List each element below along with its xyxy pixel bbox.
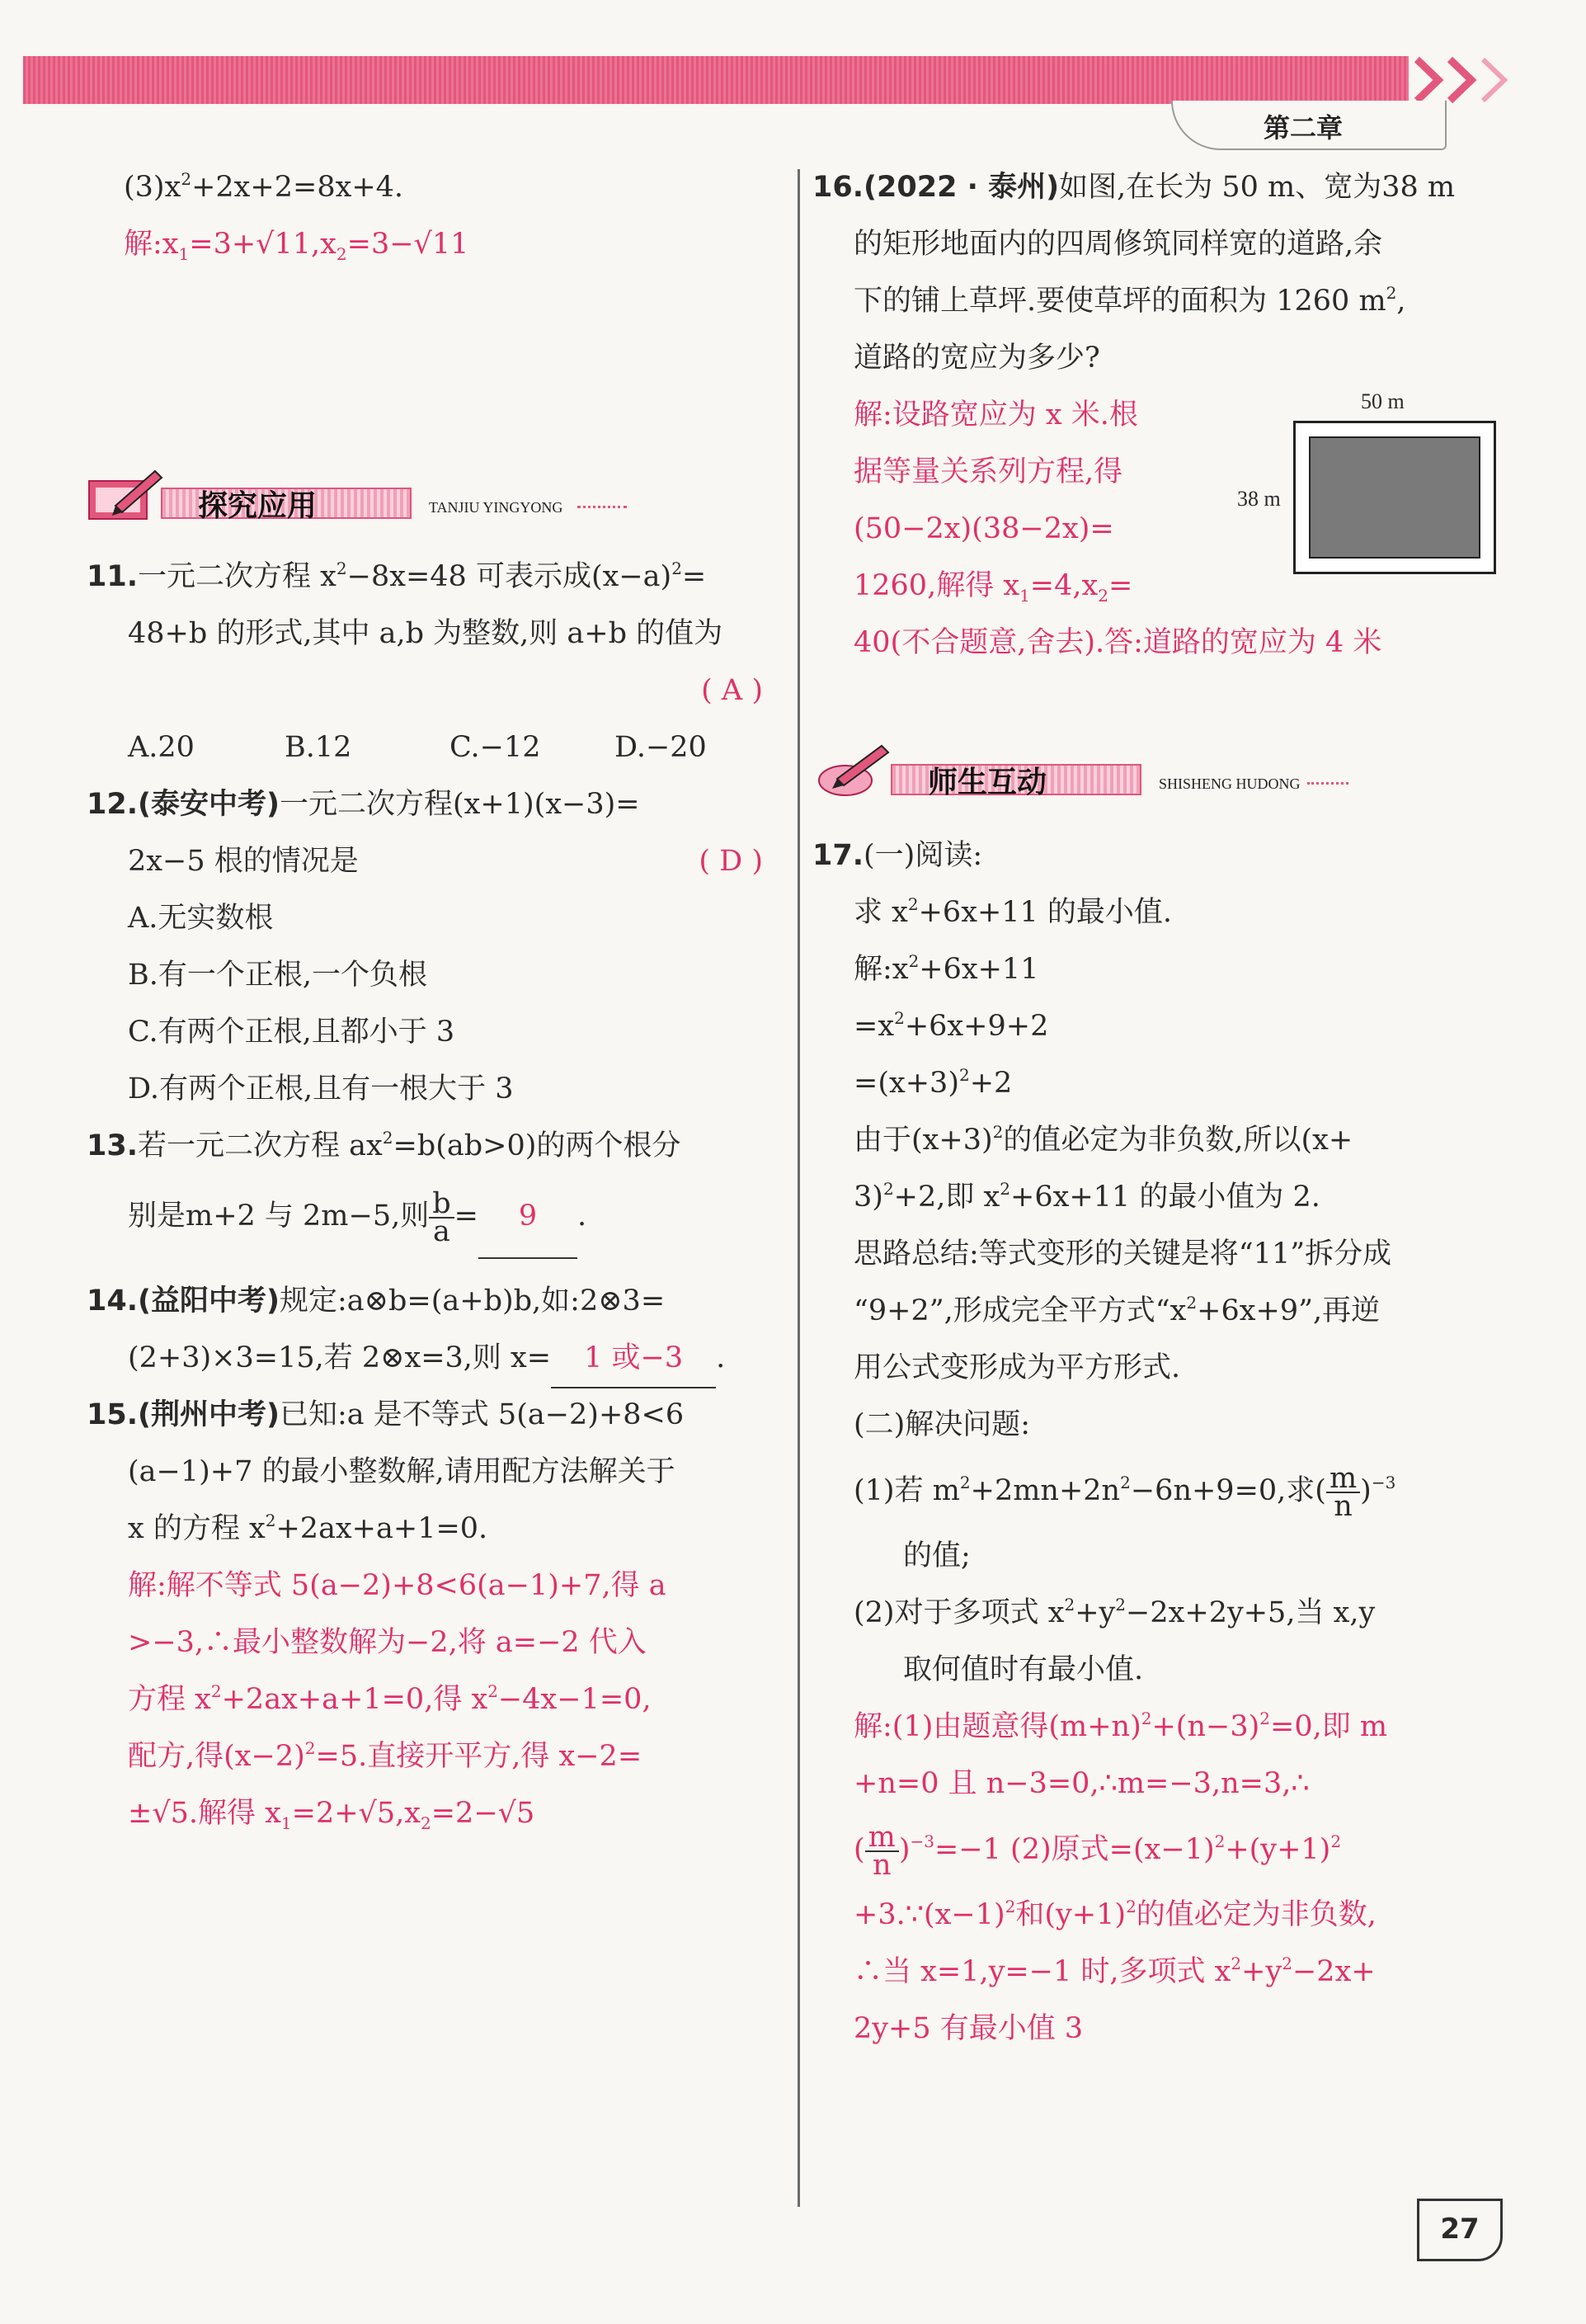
chevron-right-icon — [1478, 54, 1511, 106]
section-title: 师生互动 — [928, 766, 1047, 799]
q11-answer: ( A ) — [701, 674, 763, 707]
pencil-book-icon — [82, 466, 165, 524]
lawn-area — [1309, 436, 1480, 559]
question-15: 15.(荆州中考)已知:a 是不等式 5(a−2)+8<6 (a−1)+7 的最小整数解,请用配方法解关于 x 的方程 $x^2+2ax+a+1=0$. 解:解不等式 5(a−2)+8<6(a−1)+7,得 a >−3,∴最小整数解为−2,将 a=−2 代入 方程 $x^2+2ax+a+1=0$,得 $x^2-4x-1=0$, 配方,得$(x-2)^2=5$.直接开平方,得 x−2= ±√5.解得 $x_1=2+√5,x_2=2-√5$ — [87, 1387, 771, 1842]
chevron-right-icon — [1412, 54, 1445, 106]
header-band — [23, 56, 1409, 104]
page-number-box — [1417, 2199, 1503, 2261]
question-16: 16.(2022 · 泰州)如图,在长为 50 m、宽为38 m 的矩形地面内的四周修筑同样宽的道路,余 下的铺上草坪.要使草坪的面积为 1260 $m^2$, 道路的宽应为多少? 解:设路宽应为 x 米.根 据等量关系列方程,得 (50−2x)(38−2x)= 1260,解得 $x_1=4,x_2=$ 40(不合题意,舍去).答:道路的宽应为 4 米 — [812, 159, 1505, 672]
chapter-tab — [1171, 101, 1447, 150]
q12-answer: ( D ) — [699, 845, 763, 878]
page-number: 27 — [1440, 2213, 1480, 2246]
column-divider — [798, 169, 800, 2207]
question-13: 13.若一元二次方程 $ax^2=b(ab>0)$的两个根分 别是m+2 与 2m−5,则 $\frac{b}{a}$ = 9 . — [87, 1118, 771, 1259]
field-outer-rect — [1293, 421, 1496, 574]
q17-solution: 解:(1)由题意得$(m+n)^2+(n-3)^2=0$,即 m +n=0 且 n−3=0,∴m=−3,n=3,∴ ( $\frac{m}{n}$ )$^{-3}$=−1 (2)原式$=(x-1)^2+(y+1)^2$ $+3.\because(x-1)^2$和$(y+1)^2$的值必定为非负数, ∴当 x=1,y=−1 时,多项式 $x^2+y^2-2x+$ 2y+5 有最小值 3 — [854, 1709, 1388, 2045]
question-14: 14.(益阳中考)规定:a⊗b=(a+b)b,如:2⊗3= (2+3)×3=15,若 2⊗x=3,则 x= 1 或−3 . — [87, 1273, 771, 1388]
figure-width-label: 38 m — [1237, 487, 1281, 511]
q16-solution: 解:设路宽应为 x 米.根 据等量关系列方程,得 (50−2x)(38−2x)= 1260,解得 $x_1=4,x_2=$ 40(不合题意,舍去).答:道路的宽应为 4 米 — [854, 398, 1382, 659]
section-banner-shisheng — [812, 742, 1357, 800]
pencil-hand-icon — [812, 742, 895, 800]
q14-answer: 1 或−3 — [551, 1330, 716, 1388]
figure-length-label: 50 m — [1361, 389, 1405, 413]
question-17: 17.(一)阅读: 求 $x^2+6x+11$ 的最小值. 解$:x^2+6x+11$ $=x^2+6x+9+2$ $=(x+3)^2+2$ 由于$(x+3)^2$的值必定为非负数,所以(x+ 3)$^2$+2,即 $x^2+6x+11$ 的最小值为 2. 思路总结:等式变形的关键是将“11”拆分成 “9+2”,形成完全平方式“$x^2+6x+9$”,再逆 用公式变形成为平方形式. (二)解决问题: (1)若 $m^2+2mn+2n^2-6n+9=0$,求( $\frac{m}{n}$ )$^{-3}$ 的值; (2)对于多项式 $x^2+y^2-2x+2y+5$,当 x,y 取何值时有最小值. 解:(1)由题意得$(m+n)^2+(n-3)^2=0$,即 m +n=0 且 n−3=0,∴m=−3,n=3,∴ ( $\frac{m}{n}$ )$^{-3}$=−1 (2)原式$=(x-1)^2+(y+1)^2$ $+3.\because(x-1)^2$和$(y+1)^2$的值必定为非负数, ∴当 x=1,y=−1 时,多项式 $x^2+y^2-2x+$ 2y+5 有最小值 3 — [812, 827, 1505, 2058]
section-banner-tanjiu — [82, 466, 627, 524]
chapter-title: 第二章 — [1264, 112, 1344, 144]
section-pinyin: TANJIU YINGYONG — [429, 499, 563, 516]
section-pinyin: SHISHENG HUDONG — [1159, 775, 1301, 792]
q10-solution: 解$:x_1=3+√11,x_2=3-√11$ — [124, 228, 469, 264]
q15-solution: 解:解不等式 5(a−2)+8<6(a−1)+7,得 a >−3,∴最小整数解为−2,将 a=−2 代入 方程 $x^2+2ax+a+1=0$,得 $x^2-4x-1=0$, 配方,得$(x-2)^2=5$.直接开平方,得 x−2= ±√5.解得 $x_1=2+√5,x_2=2-√5$ — [128, 1569, 666, 1833]
chevron-right-icon — [1445, 54, 1478, 106]
question-11: 11.一元二次方程 $x^2-8x=48$ 可表示成$(x-a)^2=$ 48+b 的形式,其中 a,b 为整数,则 a+b 的值为 ( A ) A.20 B.12 C.−12 D.−20 — [87, 559, 763, 764]
question-12: 12.(泰安中考)一元二次方程(x+1)(x−3)= 2x−5 根的情况是 ( D ) A.无实数根 B.有一个正根,一个负根 C.有两个正根,且都小于 3 D.有两个正根,且有一根大于 3 — [87, 788, 763, 1105]
q10-part3: $(3)x^2+2x+2=8x+4$. 解$:x_1=3+√11,x_2=3-√11$ — [124, 159, 775, 273]
section-title: 探究应用 — [198, 489, 318, 523]
q13-answer: 9 — [478, 1175, 577, 1259]
